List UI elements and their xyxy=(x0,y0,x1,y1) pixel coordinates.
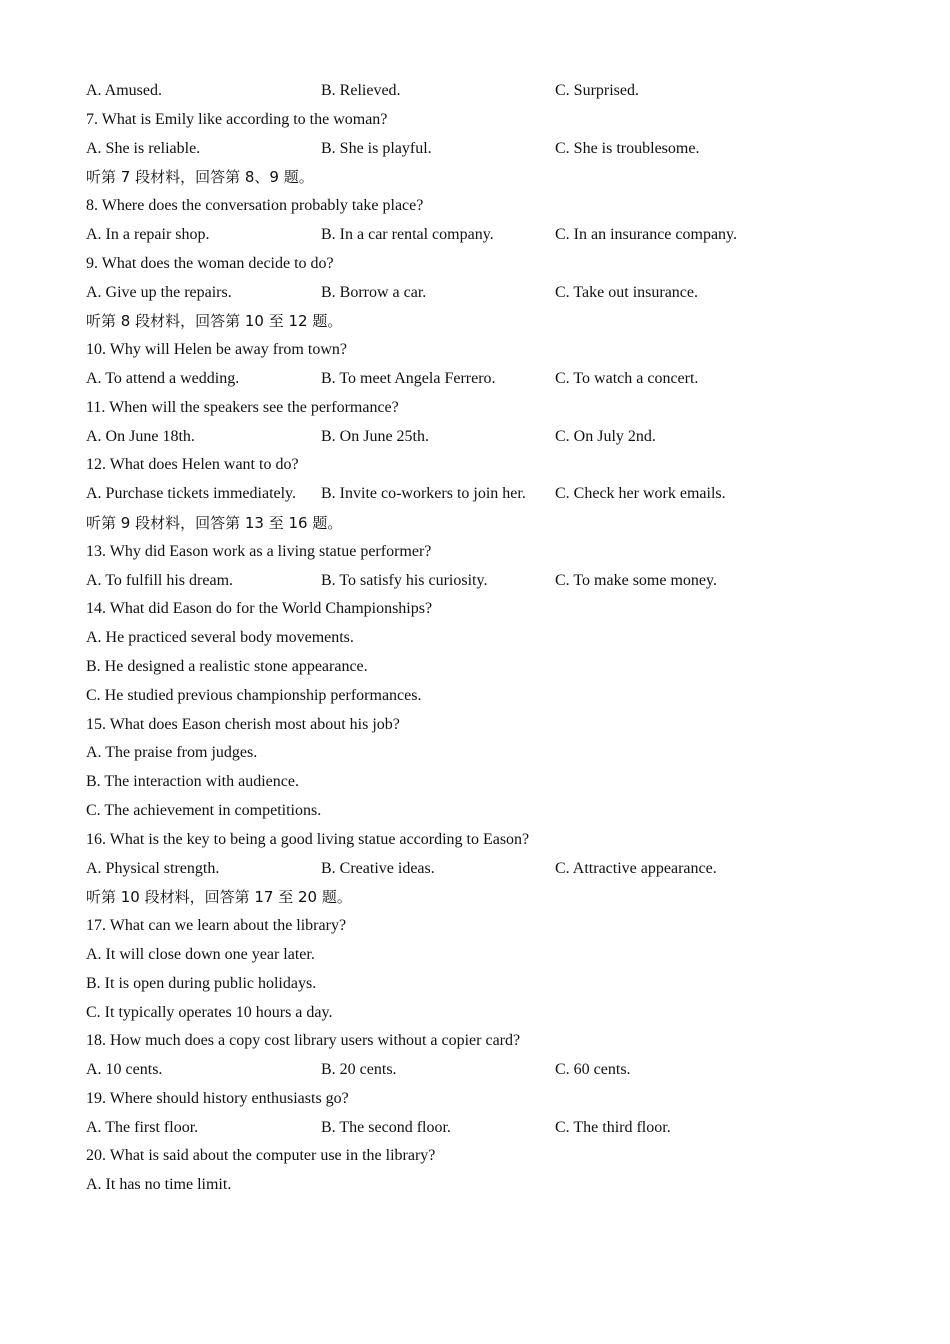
line-text: 13. Why did Eason work as a living statue performer? xyxy=(86,542,432,560)
section-instruction xyxy=(0,163,950,192)
question-text xyxy=(0,192,950,221)
option-b: B. Creative ideas. xyxy=(321,859,435,877)
option-c: C. Attractive appearance. xyxy=(555,859,717,877)
question-text xyxy=(0,768,950,797)
answer-options-row xyxy=(0,1114,950,1143)
line-text: 17. What can we learn about the library? xyxy=(86,917,347,935)
option-c: C. The third floor. xyxy=(555,1118,671,1136)
section-instruction xyxy=(0,509,950,538)
line-text: 11. When will the speakers see the performance? xyxy=(86,398,399,416)
section-instruction-text: 听第 8 段材料，回答第 10 至 12 题。 xyxy=(86,312,343,331)
section-instruction xyxy=(0,883,950,912)
line-text: 10. Why will Helen be away from town? xyxy=(86,341,347,359)
question-text xyxy=(0,1085,950,1114)
line-text: 18. How much does a copy cost library users without a copier card? xyxy=(86,1032,521,1050)
line-text: 8. Where does the conversation probably take place? xyxy=(86,197,424,215)
option-b: B. Invite co-workers to join her. xyxy=(321,485,526,503)
question-text xyxy=(0,1171,950,1200)
answer-options-row xyxy=(0,135,950,164)
option-a: A. 10 cents. xyxy=(86,1061,163,1079)
answer-options-row xyxy=(0,365,950,394)
question-text xyxy=(0,1142,950,1171)
section-instruction-text: 听第 7 段材料，回答第 8、9 题。 xyxy=(86,168,314,187)
line-text: A. He practiced several body movements. xyxy=(86,629,354,647)
question-text xyxy=(0,624,950,653)
question-text xyxy=(0,538,950,567)
line-text: 16. What is the key to being a good living statue according to Eason? xyxy=(86,830,530,848)
option-a: A. To fulfill his dream. xyxy=(86,571,234,589)
line-text: 15. What does Eason cherish most about his job? xyxy=(86,715,400,733)
exam-page xyxy=(0,77,950,1200)
option-b: B. On June 25th. xyxy=(321,427,429,445)
question-text xyxy=(0,941,950,970)
answer-options-row xyxy=(0,567,950,596)
option-c: C. Check her work emails. xyxy=(555,485,726,503)
question-text xyxy=(0,711,950,740)
option-c: C. To watch a concert. xyxy=(555,369,699,387)
option-c: C. On July 2nd. xyxy=(555,427,656,445)
option-c: C. Take out insurance. xyxy=(555,283,698,301)
question-text xyxy=(0,912,950,941)
option-c: C. Surprised. xyxy=(555,82,639,99)
question-text xyxy=(0,653,950,682)
question-text xyxy=(0,595,950,624)
question-text xyxy=(0,394,950,423)
line-text: B. The interaction with audience. xyxy=(86,773,299,791)
option-c: C. To make some money. xyxy=(555,571,717,589)
line-text: 19. Where should history enthusiasts go? xyxy=(86,1089,349,1107)
option-a: A. She is reliable. xyxy=(86,139,201,157)
option-a: A. On June 18th. xyxy=(86,427,195,445)
option-a: A. To attend a wedding. xyxy=(86,369,240,387)
section-instruction-text: 听第 9 段材料，回答第 13 至 16 题。 xyxy=(86,513,343,532)
question-text xyxy=(0,1027,950,1056)
answer-options-row xyxy=(0,77,950,106)
answer-options-row xyxy=(0,221,950,250)
option-c: C. 60 cents. xyxy=(555,1061,631,1079)
question-text xyxy=(0,970,950,999)
option-c: C. She is troublesome. xyxy=(555,139,700,157)
line-text: C. It typically operates 10 hours a day. xyxy=(86,1003,333,1021)
answer-options-row xyxy=(0,855,950,884)
option-b: B. The second floor. xyxy=(321,1118,451,1136)
line-text: 9. What does the woman decide to do? xyxy=(86,254,334,272)
question-text xyxy=(0,451,950,480)
section-instruction xyxy=(0,307,950,336)
answer-options-row xyxy=(0,1056,950,1085)
line-text: A. It will close down one year later. xyxy=(86,945,315,963)
question-text xyxy=(0,106,950,135)
option-a: A. Physical strength. xyxy=(86,859,220,877)
question-text xyxy=(0,336,950,365)
option-b: B. To meet Angela Ferrero. xyxy=(321,369,496,387)
line-text: A. It has no time limit. xyxy=(86,1176,232,1194)
answer-options-row xyxy=(0,279,950,308)
option-a: A. Purchase tickets immediately. xyxy=(86,485,297,503)
line-text: 14. What did Eason do for the World Championships? xyxy=(86,600,433,618)
line-text: C. He studied previous championship performances. xyxy=(86,686,422,704)
answer-options-row xyxy=(0,480,950,509)
line-text: B. It is open during public holidays. xyxy=(86,974,317,992)
question-text xyxy=(0,250,950,279)
option-b: B. In a car rental company. xyxy=(321,225,494,243)
option-a: A. In a repair shop. xyxy=(86,225,210,243)
question-text xyxy=(0,682,950,711)
line-text: A. The praise from judges. xyxy=(86,744,258,762)
question-text xyxy=(0,797,950,826)
option-b: B. Relieved. xyxy=(321,82,401,99)
option-b: B. To satisfy his curiosity. xyxy=(321,571,488,589)
section-instruction-text: 听第 10 段材料，回答第 17 至 20 题。 xyxy=(86,888,352,907)
line-text: C. The achievement in competitions. xyxy=(86,801,322,819)
answer-options-row xyxy=(0,423,950,452)
line-text: 12. What does Helen want to do? xyxy=(86,456,299,474)
option-b: B. Borrow a car. xyxy=(321,283,427,301)
question-text xyxy=(0,826,950,855)
line-text: 20. What is said about the computer use in the library? xyxy=(86,1147,436,1165)
option-a: A. The first floor. xyxy=(86,1118,199,1136)
option-b: B. 20 cents. xyxy=(321,1061,397,1079)
option-b: B. She is playful. xyxy=(321,139,432,157)
question-text xyxy=(0,999,950,1028)
option-c: C. In an insurance company. xyxy=(555,225,738,243)
option-a: A. Give up the repairs. xyxy=(86,283,232,301)
line-text: 7. What is Emily like according to the woman? xyxy=(86,110,388,128)
question-text xyxy=(0,739,950,768)
option-a: A. Amused. xyxy=(86,82,162,99)
line-text: B. He designed a realistic stone appearance. xyxy=(86,657,368,675)
